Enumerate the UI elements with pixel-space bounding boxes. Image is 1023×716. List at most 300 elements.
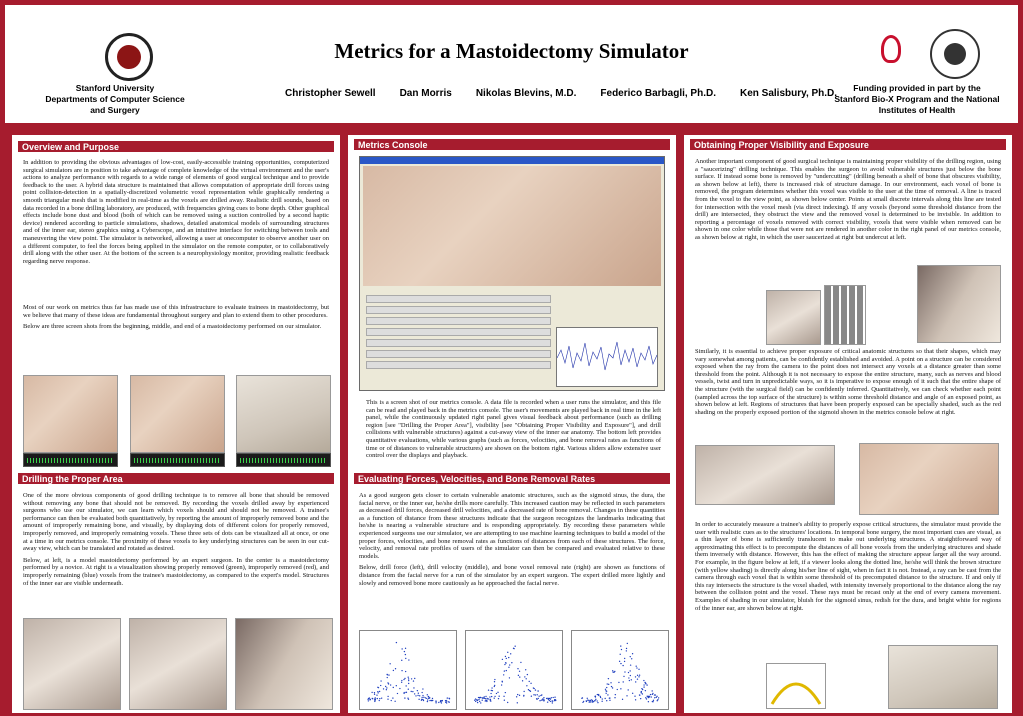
scatter-point <box>531 696 532 697</box>
scatter-point <box>537 694 538 695</box>
poster-title: Metrics for a Mastoidectomy Simulator <box>334 39 689 63</box>
scatter-point <box>631 658 632 659</box>
funding-line: Institutes of Health <box>878 105 956 115</box>
scatter-point <box>494 681 495 682</box>
scatter-point <box>538 698 539 699</box>
scatter-point <box>502 681 503 682</box>
scatter-point <box>639 694 640 695</box>
scatter-point <box>503 696 504 697</box>
scatter-point <box>435 702 436 703</box>
scatter-point <box>475 701 476 702</box>
scatter-point <box>387 698 388 699</box>
scatter-point <box>583 701 584 702</box>
scatter-point <box>517 702 518 703</box>
scatter-point <box>379 691 380 692</box>
scatter-point <box>614 697 615 698</box>
scatter-point <box>379 700 380 701</box>
scatter-point <box>601 701 602 702</box>
scatter-point <box>547 701 548 702</box>
scatter-point <box>606 700 607 701</box>
scatter-point <box>504 670 505 671</box>
paragraph: This is a screen shot of our metrics console. A data file is recorded when a user runs the simulator, and this file can be read and played back in the metrics console. The user's movements are played back in real time in the left panel, while the continuously updated right panel gives visual feedback about performance (such as drilling region [see "Drilling the Proper Area"], visibility [see "Obtaining Proper Visibility and Exposure"], and drill collisions with vulnerable structures) against a cut-away view of the inner ear anatomy. The bottom left provides quantitative evaluations, while various graphs (such as forces, velocities, and bone removal rates as functions of time or of distances to vulnerable structures) are shown on the bottom right. Various sliders allow extensive user control over the displays and playback. <box>366 399 661 460</box>
scatter-point <box>581 698 582 699</box>
scatter-point <box>594 696 595 697</box>
paragraph: Below, drill force (left), drill velocity (middle), and bone voxel removal rate (right) are shown as functions of distance from the facial nerve for a run of the simulator by an expert surgeon. The expert drilled more lightly and slowly and removed bone more cautiously as he approached the facial nerve. <box>359 564 665 587</box>
scatter-point <box>408 659 409 660</box>
scatter-point <box>438 702 439 703</box>
funding-line: Funding provided in part by the <box>853 83 981 93</box>
scatter-point <box>397 693 398 694</box>
scatter-point <box>530 683 531 684</box>
exposure-diagram <box>695 445 835 505</box>
scatter-point <box>593 701 594 702</box>
scatter-point <box>647 696 648 697</box>
scatter-point <box>401 680 402 681</box>
voxel-comparison-image <box>235 618 333 710</box>
scatter-point <box>401 660 402 661</box>
scatter-point <box>435 700 436 701</box>
scatter-point <box>374 694 375 695</box>
scatter-point <box>552 702 553 703</box>
scatter-point <box>513 648 514 649</box>
drilling-text <box>23 492 329 591</box>
section-heading-forces: Evaluating Forces, Velocities, and Bone Removal Rates <box>353 472 671 485</box>
scatter-point <box>491 687 492 688</box>
scatter-point <box>620 645 621 646</box>
scatter-point <box>638 676 639 677</box>
scatter-point <box>386 674 387 675</box>
scatter-point <box>490 693 491 694</box>
scatter-point <box>374 692 375 693</box>
scatter-point <box>447 697 448 698</box>
scatter-point <box>642 693 643 694</box>
scatter-point <box>507 702 508 703</box>
scatter-point <box>520 662 521 663</box>
scatter-point <box>592 701 593 702</box>
middle-column <box>348 135 676 713</box>
scatter-point <box>527 674 528 675</box>
exposure-console-view <box>859 443 999 515</box>
author-name: Federico Barbagli, Ph.D. <box>600 88 716 99</box>
scatter-point <box>628 677 629 678</box>
scatter-point <box>548 698 549 699</box>
scatter-point <box>418 693 419 694</box>
visibility-text-3 <box>695 521 1001 616</box>
author-name: Nikolas Blevins, M.D. <box>475 88 577 99</box>
scatter-point <box>645 697 646 698</box>
scatter-point <box>551 697 552 698</box>
scatter-point <box>635 676 636 677</box>
scatter-point <box>494 686 495 687</box>
scatter-point <box>597 694 598 695</box>
scatter-point <box>607 694 608 695</box>
scatter-point <box>485 700 486 701</box>
scatter-point <box>479 697 480 698</box>
scatter-point <box>658 697 659 698</box>
scatter-point <box>498 698 499 699</box>
scatter-point <box>542 698 543 699</box>
scatter-point <box>423 700 424 701</box>
paragraph: Below, at left, is a model mastoidectomy performed by an expert surgeon. In the center is a mastoidectomy performed by a novice. At right is a visualization showing properly removed (green), improperly removed (red), and improperly remaining (blue) voxels from the trainee's mastoidectomy, as compared to the expert's model. Structures of the inner ear are visible underneath. <box>23 556 329 587</box>
scatter-point <box>401 648 402 649</box>
expert-mastoidectomy-image <box>23 618 121 710</box>
scatter-point <box>405 654 406 655</box>
scatter-point <box>529 690 530 691</box>
scatter-point <box>622 665 623 666</box>
scatter-point <box>507 652 508 653</box>
scatter-point <box>552 701 553 702</box>
scatter-point <box>510 653 511 654</box>
scatter-point <box>478 697 479 698</box>
scatter-point <box>587 699 588 700</box>
scatter-point <box>494 696 495 697</box>
scatter-point <box>620 663 621 664</box>
scatter-point <box>626 695 627 696</box>
scatter-point <box>396 685 397 686</box>
scatter-point <box>429 700 430 701</box>
scatter-point <box>489 696 490 697</box>
scatter-point <box>367 699 368 700</box>
scatter-point <box>524 676 525 677</box>
scatter-point <box>405 658 406 659</box>
scatter-point <box>375 699 376 700</box>
scatter-point <box>372 698 373 699</box>
scatter-point <box>480 702 481 703</box>
scatter-point <box>640 698 641 699</box>
scatter-point <box>394 701 395 702</box>
scatter-point <box>543 697 544 698</box>
scatter-point <box>489 699 490 700</box>
undercut-diagram <box>766 290 821 345</box>
scatter-point <box>422 695 423 696</box>
scatter-point <box>594 700 595 701</box>
scatter-point <box>506 658 507 659</box>
novice-mastoidectomy-image <box>129 618 227 710</box>
scatter-point <box>534 688 535 689</box>
scatter-point <box>620 654 621 655</box>
scatter-point <box>508 657 509 658</box>
section-heading-overview: Overview and Purpose <box>17 140 335 153</box>
scatter-point <box>407 697 408 698</box>
scatter-point <box>598 694 599 695</box>
scatter-point <box>475 698 476 699</box>
scatter-point <box>607 683 608 684</box>
scatter-point <box>387 696 388 697</box>
scatter-point <box>482 698 483 699</box>
scatter-point <box>414 693 415 694</box>
scatter-point <box>425 697 426 698</box>
scatter-point <box>417 690 418 691</box>
author-name: Christopher Sewell <box>285 88 376 99</box>
section-heading-console: Metrics Console <box>353 138 671 151</box>
affiliation-line: Departments of Computer Science <box>45 94 185 104</box>
scatter-point <box>501 684 502 685</box>
scatter-point <box>369 697 370 698</box>
scatter-point <box>639 674 640 675</box>
scatter-point <box>418 699 419 700</box>
scatter-point <box>428 696 429 697</box>
scatter-point <box>638 669 639 670</box>
scatter-point <box>405 648 406 649</box>
scatter-point <box>484 696 485 697</box>
scatter-point <box>526 678 527 679</box>
scatter-point <box>612 672 613 673</box>
paragraph: Similarly, it is essential to achieve proper exposure of critical anatomic structures so that their shapes, which may vary somewhat among patients, can be confidently established and avoided. A point on a structure can be considered exposed when the ray from the camera to the point does not intersect any voxels at a distance greater than some threshold from the point. Although it is not necessary to expose the entire structure, many, such as nerves and blood vessels, twist and turn in unpredictable ways, so it is imperative to expose enough of it such that the entire shape of the structure (with the surgical field) can be confidently inferred. Quantitatively, we can check whether each point (sampled across the top surface of the structure) is within some threshold distance and angle of an exposed point, as shown below at left. Regions of structures that have been properly exposed can be specially shaded, such as the red shading on the properly exposed portion of the sigmoid shown in the metrics console below at right. <box>695 348 1001 416</box>
scatter-point <box>612 687 613 688</box>
scatter-point <box>504 664 505 665</box>
scatter-point <box>380 680 381 681</box>
scatter-point <box>540 695 541 696</box>
scatter-point <box>635 681 636 682</box>
scatter-point <box>533 694 534 695</box>
screenshot-beginning <box>23 375 118 453</box>
paragraph: One of the more obvious components of good drilling technique is to remove all bone that should be removed without removing any bone that should not be removed. By recording the voxels drilled away by experienced surgeons who use our simulator, we can learn which voxels should and should not be removed. A trainee's performance can then be evaluated both quantitatively, by reporting the amount of improperly removed bone and the amount of improperly remaining bone, and visually, by displaying dots of different colors for properly removed, improperly removed, and improperly remaining voxels. These three sets of dots can be visualized all at once, or one at a time in our metrics console. The proximity of these voxels to key underlying structures can be seen in our cut-away view, which can be translated and rotated as desired. <box>23 492 329 553</box>
scatter-point <box>519 671 520 672</box>
scatter-point <box>632 693 633 694</box>
scatter-point <box>478 699 479 700</box>
scatter-point <box>523 695 524 696</box>
scatter-point <box>617 689 618 690</box>
scatter-point <box>386 689 387 690</box>
scatter-point <box>634 696 635 697</box>
scatter-point <box>492 690 493 691</box>
scatter-point <box>491 696 492 697</box>
scatter-point <box>390 684 391 685</box>
paragraph: Most of our work on metrics thus far has made use of this infrastructure to evaluate trainees in mastoidectomy, but we believe that many of these ideas are fundamental throughout surgery and plan to extend them to other procedures. <box>23 304 329 319</box>
scatter-point <box>426 698 427 699</box>
scatter-point <box>597 702 598 703</box>
scatter-point <box>604 698 605 699</box>
scatter-point <box>651 696 652 697</box>
scatter-point <box>526 685 527 686</box>
scatter-point <box>408 678 409 679</box>
scatter-point <box>609 697 610 698</box>
scatter-point <box>600 696 601 697</box>
scatter-point <box>388 674 389 675</box>
scatter-point <box>370 699 371 700</box>
scatter-point <box>415 695 416 696</box>
paragraph: In order to accurately measure a trainee's ability to properly expose critical structures, the simulator must provide the user with realistic cues as to the structures' locations. In temporal bone surgery, the most important cues are visual, as a thin layer of bone is sufficiently translucent to make out underlying structures. A straightforward way of approximating this effect is to precompute the distances of all bone voxels from the underlying structures and shade them inversely with distance. However, this has the effect of making the structure appear larger all the way around. For example, in the figure below at left, if a viewer looks along the dotted line, he/she will think the brown structure (with yellow shading) is directly along his/her line of sight, when in fact it is not. Instead, a ray can be cast from the camera through each voxel that is within some threshold of its precomputed distance to the structure. If and only if this ray intersects the structure is the voxel shaded, with intensity inversely proportional to the distance along the ray between the collision point and the voxel. These rays must be recast only at the end of every camera movement. Examples of shading in our simulator, bluish for the sigmoid sinus, redish for the dura, and bright white for regions of the inner ear, are shown below at right. <box>695 521 1001 612</box>
scatter-point <box>376 694 377 695</box>
scatter-point <box>624 661 625 662</box>
scatter-point <box>595 699 596 700</box>
scatter-point <box>605 693 606 694</box>
scatter-point <box>618 682 619 683</box>
scatter-point <box>377 698 378 699</box>
scatter-point <box>408 680 409 681</box>
visibility-text-1 <box>695 158 1001 246</box>
bone-removal-plot <box>571 630 669 710</box>
scatter-point <box>645 690 646 691</box>
scatter-point <box>628 672 629 673</box>
paragraph: Another important component of good surgical technique is maintaining proper visibility of the drilling region, using a "saucerizing" drilling technique. This enables the surgeon to avoid vulnerable structures just below the bone surface. If instead some bone is removed by "undercutting" (drilling beneath a shelf of bone that obscures visibility, as shown below at left), there is increased risk of structure damage. In our environment, each voxel of bone is removed, the program determines whether this voxel was visible to the user at the time of removal. A line is traced from the voxel to the view point, as shown below center. Points at small discrete intervals along this line are tested for intersection with the voxel mesh (via direct indexing). If any voxels (beyond some threshold distance from the drill) are intersected, they obstruct the view and the removed voxel is determined to be invisible. In addition to reporting a percentage of voxels removed with correct visibility, voxels that were visible when removed can be shown in one color while those that were not are rendered in another color in the right panel of our metrics console, as shown below at right, in which the user saucerized at right but undercut at left. <box>695 158 1001 241</box>
scatter-point <box>412 691 413 692</box>
scatter-point <box>523 691 524 692</box>
scatter-point <box>535 689 536 690</box>
scatter-point <box>505 656 506 657</box>
scatter-point <box>519 676 520 677</box>
scatter-point <box>380 685 381 686</box>
paragraph: Below are three screen shots from the beginning, middle, and end of a mastoidectomy performed on our simulator. <box>23 323 322 331</box>
scatter-point <box>429 697 430 698</box>
scatter-point <box>605 689 606 690</box>
biox-logo <box>871 35 905 67</box>
scatter-point <box>379 698 380 699</box>
scatter-point <box>422 688 423 689</box>
scatter-point <box>484 698 485 699</box>
scatter-point <box>645 683 646 684</box>
scatter-point <box>386 687 387 688</box>
scatter-point <box>541 699 542 700</box>
screenshot-end <box>236 375 331 453</box>
scatter-point <box>538 695 539 696</box>
voxel-grid-diagram <box>824 285 866 345</box>
scatter-point <box>421 697 422 698</box>
scatter-point <box>393 687 394 688</box>
scatter-point <box>630 664 631 665</box>
scatter-point <box>377 692 378 693</box>
visibility-console-view <box>917 265 1001 343</box>
scatter-point <box>427 699 428 700</box>
metrics-console-screenshot <box>359 156 665 391</box>
scatter-point <box>656 697 657 698</box>
overview-text <box>23 159 329 335</box>
scatter-point <box>504 700 505 701</box>
scatter-point <box>371 692 372 693</box>
scatter-point <box>497 692 498 693</box>
scatter-point <box>496 693 497 694</box>
scatter-point <box>423 697 424 698</box>
scatter-point <box>621 649 622 650</box>
scatter-point <box>445 700 446 701</box>
right-column <box>684 135 1012 713</box>
scatter-point <box>517 668 518 669</box>
drill-velocity-plot <box>465 630 563 710</box>
scatter-point <box>377 691 378 692</box>
scatter-point <box>516 696 517 697</box>
scatter-point <box>446 701 447 702</box>
scatter-point <box>413 680 414 681</box>
neuro-monitor-bar <box>130 453 225 467</box>
visibility-text-2 <box>695 348 1001 420</box>
scatter-point <box>649 696 650 697</box>
scatter-point <box>392 697 393 698</box>
scatter-point <box>654 697 655 698</box>
scatter-point <box>644 682 645 683</box>
scatter-point <box>411 691 412 692</box>
console-controls <box>366 292 551 402</box>
scatter-point <box>401 670 402 671</box>
scatter-point <box>643 680 644 681</box>
scatter-point <box>586 701 587 702</box>
scatter-point <box>505 692 506 693</box>
scatter-point <box>378 687 379 688</box>
shading-example-image <box>888 645 998 709</box>
scatter-point <box>383 688 384 689</box>
scatter-point <box>396 642 397 643</box>
scatter-point <box>427 701 428 702</box>
scatter-point <box>405 685 406 686</box>
scatter-point <box>627 643 628 644</box>
scatter-point <box>609 700 610 701</box>
scatter-point <box>537 690 538 691</box>
scatter-point <box>381 697 382 698</box>
scatter-point <box>651 690 652 691</box>
funding-note <box>827 83 1007 116</box>
scatter-point <box>610 682 611 683</box>
scatter-point <box>477 702 478 703</box>
neuro-monitor-bar <box>236 453 331 467</box>
scatter-point <box>522 680 523 681</box>
scatter-point <box>403 693 404 694</box>
scatter-point <box>608 678 609 679</box>
scatter-point <box>431 700 432 701</box>
scatter-point <box>597 700 598 701</box>
scatter-point <box>611 686 612 687</box>
scatter-point <box>650 694 651 695</box>
scatter-point <box>485 696 486 697</box>
scatter-point <box>589 701 590 702</box>
affiliation-line: Stanford University <box>75 83 155 93</box>
scatter-point <box>646 698 647 699</box>
scatter-point <box>636 666 637 667</box>
scatter-point <box>657 699 658 700</box>
scatter-point <box>391 700 392 701</box>
drill-force-plot <box>359 630 457 710</box>
affiliation-line: and Surgery <box>90 105 140 115</box>
scatter-point <box>432 698 433 699</box>
scatter-point <box>509 677 510 678</box>
scatter-point <box>404 651 405 652</box>
scatter-point <box>652 693 653 694</box>
scatter-point <box>630 656 631 657</box>
author-list <box>285 88 837 99</box>
scatter-point <box>404 678 405 679</box>
console-graph <box>556 327 658 387</box>
scatter-point <box>620 688 621 689</box>
scatter-point <box>615 694 616 695</box>
scatter-point <box>404 697 405 698</box>
affiliation-left <box>35 83 195 116</box>
scatter-point <box>525 669 526 670</box>
scatter-point <box>488 698 489 699</box>
scatter-point <box>502 659 503 660</box>
scatter-point <box>590 700 591 701</box>
scatter-point <box>514 646 515 647</box>
scatter-point <box>479 701 480 702</box>
scatter-point <box>654 694 655 695</box>
scatter-point <box>387 677 388 678</box>
scatter-point <box>518 675 519 676</box>
scatter-point <box>623 676 624 677</box>
scatter-point <box>388 683 389 684</box>
scatter-point <box>588 700 589 701</box>
scatter-point <box>652 701 653 702</box>
scatter-point <box>553 697 554 698</box>
scatter-point <box>506 670 507 671</box>
scatter-point <box>587 698 588 699</box>
scatter-point <box>375 697 376 698</box>
console-3d-view <box>363 166 661 286</box>
scatter-point <box>605 690 606 691</box>
paragraph: As a good surgeon gets closer to certain vulnerable anatomic structures, such as the sigmoid sinus, the dura, the facial nerve, or the inner ear, he/she drills more carefully. This increased caution may be reflected in such parameters as decreased drill forces, decreased drill velocities, and a decreased rate of bone removal. Changes in these quantities as a function of distance from these structures indicate that the surgeon recognizes the landmarks indicating that he/she is nearing a vulnerable structure and is responding appropriately. By recording these parameters while experienced surgeons use our simulator, we are attempting to use machine learning techniques to build a model of the proper forces, velocities, and bone removal rates as functions of distances from each of these structures. The force, velocity, and removal rate profiles of users of the simulator can then be compared and evaluated relative to these models. <box>359 492 665 560</box>
scatter-point <box>414 678 415 679</box>
scatter-point <box>417 695 418 696</box>
scatter-point <box>509 664 510 665</box>
console-text <box>366 399 661 464</box>
scatter-point <box>608 684 609 685</box>
scatter-point <box>630 675 631 676</box>
